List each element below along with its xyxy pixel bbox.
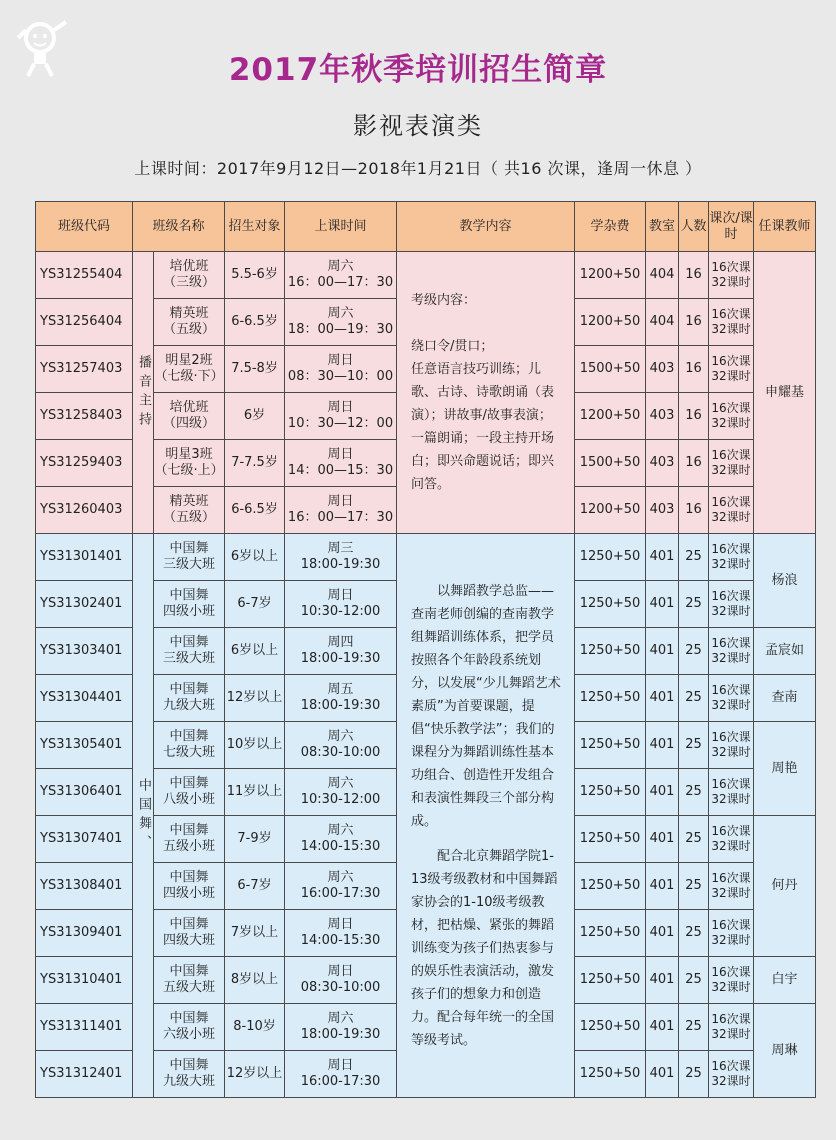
fee-cell: 1500+50	[575, 440, 646, 487]
age-cell: 6-7岁	[225, 863, 285, 910]
category-cell: 播音主持	[133, 252, 154, 534]
class-code-cell: YS31306401	[36, 769, 133, 816]
class-level: 三级大班	[163, 651, 216, 666]
class-name: 精英班	[169, 306, 209, 321]
class-code-cell: YS31257403	[36, 346, 133, 393]
fee-cell: 1250+50	[575, 1051, 646, 1098]
class-name-cell	[154, 252, 225, 299]
sessions: 16次课	[711, 495, 751, 509]
course-content-cell	[397, 534, 575, 1098]
class-level: （七级·上）	[154, 463, 224, 478]
class-name-cell	[154, 769, 225, 816]
capacity-cell: 25	[679, 863, 709, 910]
class-level: （四级）	[163, 416, 216, 431]
class-name-cell	[154, 393, 225, 440]
time-cell	[285, 1004, 397, 1051]
col-header: 课次/课时	[709, 202, 754, 252]
class-hours: 32课时	[711, 792, 751, 806]
course-table	[35, 201, 816, 1098]
time-cell	[285, 675, 397, 722]
col-header: 教室	[646, 202, 679, 252]
col-header: 班级名称	[133, 202, 225, 252]
age-cell: 6-6.5岁	[225, 487, 285, 534]
sessions: 16次课	[711, 542, 751, 556]
capacity-cell: 16	[679, 299, 709, 346]
room-cell: 401	[646, 722, 679, 769]
weekday: 周日	[327, 447, 354, 462]
class-level: （五级）	[163, 510, 216, 525]
table-header	[36, 202, 816, 252]
fee-cell: 1250+50	[575, 816, 646, 863]
fee-cell: 1200+50	[575, 487, 646, 534]
sessions: 16次课	[711, 260, 751, 274]
class-name: 中国舞	[169, 1011, 209, 1026]
weekday: 周六	[327, 1011, 354, 1026]
class-name-cell	[154, 487, 225, 534]
sessions-cell	[709, 1051, 754, 1098]
time-range: 10:30-12:00	[300, 792, 381, 807]
sessions: 16次课	[711, 824, 751, 838]
weekday: 周日	[327, 588, 354, 603]
class-level: 九级大班	[163, 1074, 216, 1089]
weekday: 周四	[327, 635, 354, 650]
class-hours: 32课时	[711, 651, 751, 665]
class-level: （五级）	[163, 322, 216, 337]
class-name-cell	[154, 910, 225, 957]
room-cell: 401	[646, 1004, 679, 1051]
age-cell: 6-7岁	[225, 581, 285, 628]
class-name: 中国舞	[169, 776, 209, 791]
class-hours: 32课时	[711, 1074, 751, 1088]
class-name-cell	[154, 534, 225, 581]
fee-cell: 1250+50	[575, 581, 646, 628]
room-cell: 403	[646, 487, 679, 534]
weekday: 周五	[327, 682, 354, 697]
class-hours: 32课时	[711, 463, 751, 477]
fee-cell: 1250+50	[575, 910, 646, 957]
time-range: 08：30—10：00	[287, 369, 394, 384]
class-level: 五级大班	[163, 980, 216, 995]
content-paragraph: 考级内容：	[411, 293, 477, 308]
class-code-cell: YS31301401	[36, 534, 133, 581]
room-cell: 401	[646, 628, 679, 675]
class-name-cell	[154, 957, 225, 1004]
weekday: 周日	[327, 964, 354, 979]
class-level: （七级·下）	[154, 369, 224, 384]
time-range: 16:00-17:30	[300, 1074, 381, 1089]
age-cell: 7.5-8岁	[225, 346, 285, 393]
sessions-cell	[709, 393, 754, 440]
time-cell	[285, 252, 397, 299]
time-cell	[285, 722, 397, 769]
class-level: 三级大班	[163, 557, 216, 572]
capacity-cell: 16	[679, 393, 709, 440]
time-cell	[285, 534, 397, 581]
class-code-cell: YS31302401	[36, 581, 133, 628]
class-hours: 32课时	[711, 275, 751, 289]
content-paragraph: 任意语言技巧训练；儿歌、古诗、诗歌朗诵（表演）；讲故事/故事表演；一篇朗诵；一段主持开场白；即兴命题说话；即兴问答。	[411, 362, 555, 492]
teacher-cell: 杨浪	[754, 534, 816, 628]
class-name-cell	[154, 722, 225, 769]
teacher-cell: 周琳	[754, 1004, 816, 1098]
age-cell: 6-6.5岁	[225, 299, 285, 346]
class-name: 精英班	[169, 494, 209, 509]
table-row	[36, 534, 816, 581]
class-hours: 32课时	[711, 745, 751, 759]
sessions: 16次课	[711, 636, 751, 650]
fee-cell: 1250+50	[575, 769, 646, 816]
sessions-cell	[709, 769, 754, 816]
capacity-cell: 25	[679, 675, 709, 722]
category-mark: 、	[136, 834, 151, 854]
class-level: 七级大班	[163, 745, 216, 760]
sessions-cell	[709, 910, 754, 957]
room-cell: 401	[646, 581, 679, 628]
room-cell: 403	[646, 393, 679, 440]
sessions: 16次课	[711, 918, 751, 932]
time-range: 16：00—17：30	[287, 510, 394, 525]
room-cell: 401	[646, 957, 679, 1004]
age-cell: 7-7.5岁	[225, 440, 285, 487]
time-range: 18:00-19:30	[300, 1027, 381, 1042]
capacity-cell: 25	[679, 769, 709, 816]
room-cell: 403	[646, 346, 679, 393]
time-range: 18:00-19:30	[300, 557, 381, 572]
class-name: 培优班	[169, 400, 209, 415]
class-code-cell: YS31260403	[36, 487, 133, 534]
sessions: 16次课	[711, 307, 751, 321]
time-cell	[285, 440, 397, 487]
room-cell: 401	[646, 1051, 679, 1098]
capacity-cell: 25	[679, 957, 709, 1004]
class-hours: 32课时	[711, 510, 751, 524]
course-content-cell	[397, 252, 575, 534]
capacity-cell: 16	[679, 252, 709, 299]
content-paragraph: 绕口令/贯口；	[411, 339, 494, 354]
class-name-cell	[154, 346, 225, 393]
sessions: 16次课	[711, 683, 751, 697]
class-name: 中国舞	[169, 541, 209, 556]
sessions-cell	[709, 722, 754, 769]
class-level: 九级大班	[163, 698, 216, 713]
class-hours: 32课时	[711, 933, 751, 947]
capacity-cell: 16	[679, 487, 709, 534]
time-cell	[285, 487, 397, 534]
weekday: 周六	[327, 259, 354, 274]
class-name-cell	[154, 1004, 225, 1051]
sessions-cell	[709, 581, 754, 628]
sessions-cell	[709, 534, 754, 581]
sessions-cell	[709, 346, 754, 393]
class-level: 四级大班	[163, 933, 216, 948]
sessions-cell	[709, 299, 754, 346]
time-cell	[285, 816, 397, 863]
class-name: 中国舞	[169, 823, 209, 838]
class-name: 中国舞	[169, 682, 209, 697]
time-cell	[285, 299, 397, 346]
room-cell: 403	[646, 440, 679, 487]
age-cell: 8-10岁	[225, 1004, 285, 1051]
fee-cell: 1250+50	[575, 957, 646, 1004]
class-name: 中国舞	[169, 917, 209, 932]
class-code-cell: YS31311401	[36, 1004, 133, 1051]
weekday: 周六	[327, 870, 354, 885]
class-hours: 32课时	[711, 698, 751, 712]
teacher-cell: 查南	[754, 675, 816, 722]
weekday: 周六	[327, 306, 354, 321]
teacher-cell: 白宇	[754, 957, 816, 1004]
teacher-cell: 申耀基	[754, 252, 816, 534]
capacity-cell: 25	[679, 1051, 709, 1098]
col-header: 任课教师	[754, 202, 816, 252]
sessions-cell	[709, 816, 754, 863]
room-cell: 401	[646, 534, 679, 581]
time-range: 18：00—19：30	[287, 322, 394, 337]
class-level: 六级小班	[163, 1027, 216, 1042]
capacity-cell: 25	[679, 816, 709, 863]
class-name-cell	[154, 675, 225, 722]
sessions: 16次课	[711, 871, 751, 885]
weekday: 周六	[327, 729, 354, 744]
content-paragraph: 以舞蹈教学总监——查南老师创编的查南教学组舞蹈训练体系，把学员按照各个年龄段系统划分，以发展“少儿舞蹈艺术素质”为首要课题，提倡“快乐教学法”；我们的课程分为舞蹈训练性基本功组合、创造性开发组合和表演性舞段三个部分构成。	[411, 583, 561, 829]
time-cell	[285, 346, 397, 393]
weekday: 周日	[327, 917, 354, 932]
class-hours: 32课时	[711, 322, 751, 336]
class-name-cell	[154, 816, 225, 863]
time-range: 18:00-19:30	[300, 698, 381, 713]
class-code-cell: YS31256404	[36, 299, 133, 346]
class-code-cell: YS31310401	[36, 957, 133, 1004]
sessions: 16次课	[711, 965, 751, 979]
time-range: 18:00-19:30	[300, 651, 381, 666]
capacity-cell: 25	[679, 581, 709, 628]
capacity-cell: 16	[679, 440, 709, 487]
age-cell: 8岁以上	[225, 957, 285, 1004]
class-level: 四级小班	[163, 886, 216, 901]
page-title: 2017年秋季培训招生简章	[228, 52, 608, 88]
class-name: 明星2班	[165, 353, 213, 368]
capacity-cell: 16	[679, 346, 709, 393]
time-range: 10：30—12：00	[287, 416, 394, 431]
room-cell: 404	[646, 252, 679, 299]
sessions: 16次课	[711, 1059, 751, 1073]
class-name-cell	[154, 581, 225, 628]
fee-cell: 1250+50	[575, 1004, 646, 1051]
room-cell: 404	[646, 299, 679, 346]
class-code-cell: YS31304401	[36, 675, 133, 722]
capacity-cell: 25	[679, 628, 709, 675]
age-cell: 12岁以上	[225, 1051, 285, 1098]
sessions: 16次课	[711, 777, 751, 791]
col-header: 教学内容	[397, 202, 575, 252]
time-range: 10:30-12:00	[300, 604, 381, 619]
capacity-cell: 25	[679, 722, 709, 769]
class-code-cell: YS31303401	[36, 628, 133, 675]
class-hours: 32课时	[711, 886, 751, 900]
fee-cell: 1200+50	[575, 252, 646, 299]
class-code-cell: YS31305401	[36, 722, 133, 769]
class-hours: 32课时	[711, 416, 751, 430]
class-level: 八级小班	[163, 792, 216, 807]
weekday: 周六	[327, 823, 354, 838]
weekday: 周日	[327, 400, 354, 415]
sessions-cell	[709, 957, 754, 1004]
time-range: 14：00—15：30	[287, 463, 394, 478]
class-name: 中国舞	[169, 729, 209, 744]
category-cell	[133, 534, 154, 1098]
time-range: 08:30-10:00	[300, 980, 381, 995]
class-code-cell: YS31312401	[36, 1051, 133, 1098]
time-cell	[285, 581, 397, 628]
class-name: 培优班	[169, 259, 209, 274]
sessions: 16次课	[711, 354, 751, 368]
weekday: 周三	[327, 541, 354, 556]
teacher-cell: 周艳	[754, 722, 816, 816]
sessions-cell	[709, 1004, 754, 1051]
age-cell: 10岁以上	[225, 722, 285, 769]
class-name: 中国舞	[169, 870, 209, 885]
class-level: （三级）	[163, 275, 216, 290]
sessions-cell	[709, 628, 754, 675]
time-cell	[285, 863, 397, 910]
weekday: 周日	[327, 1058, 354, 1073]
fee-cell: 1250+50	[575, 628, 646, 675]
class-hours: 32课时	[711, 980, 751, 994]
class-code-cell: YS31307401	[36, 816, 133, 863]
sessions: 16次课	[711, 1012, 751, 1026]
content-paragraph: 配合北京舞蹈学院1-13级考级教材和中国舞蹈家协会的1-10级考级教材，把枯燥、紧张的舞蹈训练变为孩子们热衷参与的娱乐性表演活动，激发孩子们的想象力和创造力。配合每年统一的全国等级考试。	[411, 848, 558, 1048]
class-hours: 32课时	[711, 839, 751, 853]
class-level: 四级小班	[163, 604, 216, 619]
table-row	[36, 252, 816, 299]
class-level: 五级小班	[163, 839, 216, 854]
schedule-text: 上课时间：2017年9月12日—2018年1月21日（ 共16 次课，逢周一休息 ）	[134, 159, 702, 178]
time-cell	[285, 628, 397, 675]
class-code-cell: YS31258403	[36, 393, 133, 440]
age-cell: 7-9岁	[225, 816, 285, 863]
class-hours: 32课时	[711, 604, 751, 618]
capacity-cell: 25	[679, 910, 709, 957]
age-cell: 6岁以上	[225, 534, 285, 581]
sessions-cell	[709, 487, 754, 534]
class-hours: 32课时	[711, 557, 751, 571]
fee-cell: 1250+50	[575, 722, 646, 769]
time-range: 14:00-15:30	[300, 933, 381, 948]
page-subtitle: 影视表演类	[353, 112, 483, 140]
fee-cell: 1250+50	[575, 675, 646, 722]
time-range: 16：00—17：30	[287, 275, 394, 290]
age-cell: 7岁以上	[225, 910, 285, 957]
table-body	[36, 252, 816, 1098]
age-cell: 6岁	[225, 393, 285, 440]
class-hours: 32课时	[711, 1027, 751, 1041]
capacity-cell: 25	[679, 534, 709, 581]
class-name-cell	[154, 628, 225, 675]
class-name-cell	[154, 440, 225, 487]
weekday: 周六	[327, 776, 354, 791]
sessions-cell	[709, 675, 754, 722]
weekday: 周日	[327, 353, 354, 368]
room-cell: 401	[646, 910, 679, 957]
class-code-cell: YS31259403	[36, 440, 133, 487]
age-cell: 11岁以上	[225, 769, 285, 816]
col-header: 学杂费	[575, 202, 646, 252]
class-code-cell: YS31309401	[36, 910, 133, 957]
sessions: 16次课	[711, 448, 751, 462]
class-name: 中国舞	[169, 635, 209, 650]
time-cell	[285, 769, 397, 816]
class-name: 中国舞	[169, 588, 209, 603]
capacity-cell: 25	[679, 1004, 709, 1051]
col-header: 招生对象	[225, 202, 285, 252]
fee-cell: 1500+50	[575, 346, 646, 393]
class-name: 明星3班	[165, 447, 213, 462]
room-cell: 401	[646, 816, 679, 863]
class-code-cell: YS31255404	[36, 252, 133, 299]
age-cell: 6岁以上	[225, 628, 285, 675]
weekday: 周日	[327, 494, 354, 509]
time-range: 08:30-10:00	[300, 745, 381, 760]
col-header: 人数	[679, 202, 709, 252]
col-header: 班级代码	[36, 202, 133, 252]
class-name: 中国舞	[169, 1058, 209, 1073]
class-code-cell: YS31308401	[36, 863, 133, 910]
sessions: 16次课	[711, 730, 751, 744]
fee-cell: 1200+50	[575, 299, 646, 346]
room-cell: 401	[646, 863, 679, 910]
time-cell	[285, 1051, 397, 1098]
class-hours: 32课时	[711, 369, 751, 383]
time-range: 14:00-15:30	[300, 839, 381, 854]
time-cell	[285, 393, 397, 440]
class-name-cell	[154, 863, 225, 910]
fee-cell: 1250+50	[575, 863, 646, 910]
sessions-cell	[709, 252, 754, 299]
time-cell	[285, 910, 397, 957]
category-label: 中国舞	[136, 777, 151, 835]
class-name-cell	[154, 299, 225, 346]
age-cell: 5.5-6岁	[225, 252, 285, 299]
sessions: 16次课	[711, 589, 751, 603]
age-cell: 12岁以上	[225, 675, 285, 722]
col-header: 上课时间	[285, 202, 397, 252]
teacher-cell: 孟宸如	[754, 628, 816, 675]
fee-cell: 1250+50	[575, 534, 646, 581]
time-range: 16:00-17:30	[300, 886, 381, 901]
room-cell: 401	[646, 675, 679, 722]
room-cell: 401	[646, 769, 679, 816]
teacher-cell: 何丹	[754, 816, 816, 957]
time-cell	[285, 957, 397, 1004]
sessions-cell	[709, 863, 754, 910]
class-name-cell	[154, 1051, 225, 1098]
sessions-cell	[709, 440, 754, 487]
class-name: 中国舞	[169, 964, 209, 979]
sessions: 16次课	[711, 401, 751, 415]
fee-cell: 1200+50	[575, 393, 646, 440]
